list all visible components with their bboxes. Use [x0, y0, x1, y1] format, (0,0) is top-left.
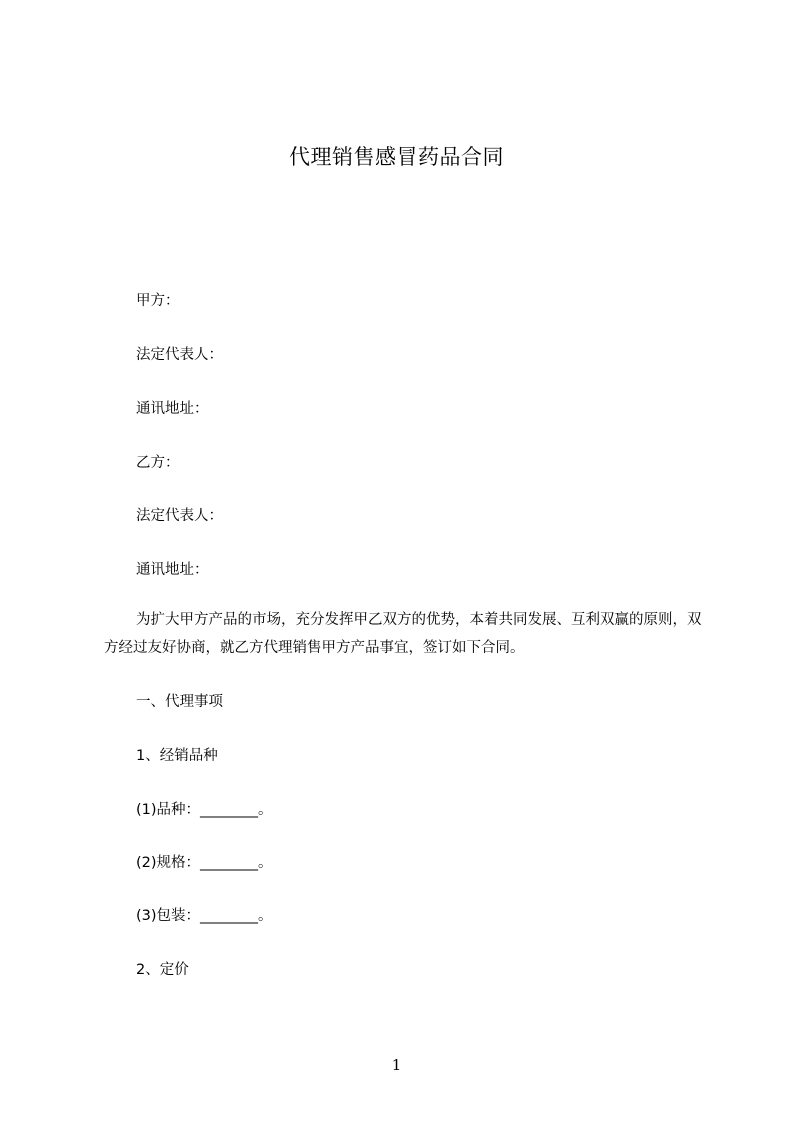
- item-1-spec: (2)规格：________。: [136, 855, 273, 871]
- item-1-variety: (1)品种：________。: [136, 802, 273, 818]
- party-b-representative: 法定代表人：: [136, 508, 223, 524]
- item-1-heading: 1、经销品种: [136, 748, 218, 764]
- item-1-packaging: (3)包装：________。: [136, 908, 273, 924]
- party-a-representative: 法定代表人：: [136, 347, 223, 363]
- page-number: 1: [391, 1056, 402, 1074]
- preamble-paragraph: 为扩大甲方产品的市场，充分发挥甲乙双方的优势，本着共同发展、互利双赢的原则，双方经过友好协商，就乙方代理销售甲方产品事宜，签订如下合同。: [104, 612, 702, 656]
- document-title: 代理销售感冒药品合同: [289, 145, 504, 169]
- party-a-label: 甲方：: [136, 293, 180, 309]
- party-a-address: 通讯地址：: [136, 401, 209, 417]
- party-b-label: 乙方：: [136, 455, 180, 471]
- item-2-heading: 2、定价: [136, 962, 189, 978]
- party-b-address: 通讯地址：: [136, 562, 209, 578]
- section-1-heading: 一、代理事项: [136, 694, 223, 710]
